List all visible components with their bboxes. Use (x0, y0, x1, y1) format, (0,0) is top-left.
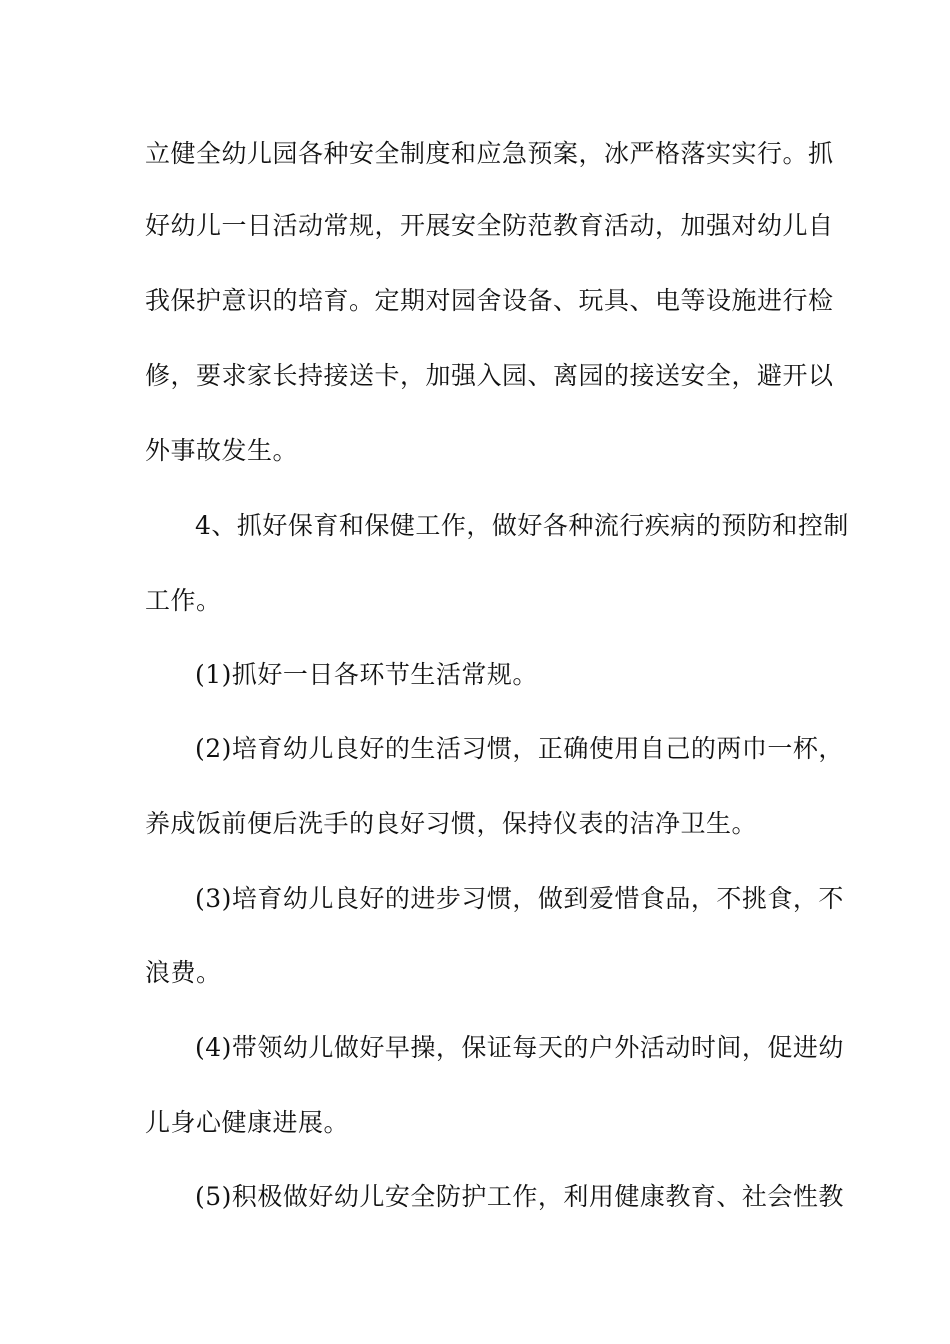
text-line: 4、抓好保育和保健工作，做好各种流行疾病的预防和控制 (195, 511, 849, 540)
text-line: (4)带领幼儿做好早操，保证每天的户外活动时间，促进幼 (195, 1033, 844, 1062)
text-line: 外事故发生。 (145, 436, 299, 465)
text-line: 修，要求家长持接送卡，加强入园、离园的接送安全，避开以 (145, 361, 834, 390)
text-line: (2)培育幼儿良好的生活习惯，正确使用自己的两巾一杯， (195, 734, 844, 763)
text-line: 浪费。 (145, 958, 222, 987)
text-line: (5)积极做好幼儿安全防护工作，利用健康教育、社会性教 (195, 1182, 844, 1211)
text-line: (3)培育幼儿良好的进步习惯，做到爱惜食品，不挑食，不 (195, 884, 844, 913)
text-line: 儿身心健康进展。 (145, 1108, 350, 1137)
text-line: 好幼儿一日活动常规，开展安全防范教育活动，加强对幼儿自 (145, 211, 834, 240)
text-line: (1)抓好一日各环节生活常规。 (195, 660, 538, 689)
text-line: 我保护意识的培育。定期对园舍设备、玩具、电等设施进行检 (145, 286, 834, 315)
text-line: 养成饭前便后洗手的良好习惯，保持仪表的洁净卫生。 (145, 809, 758, 838)
text-line: 立健全幼儿园各种安全制度和应急预案，冰严格落实实行。抓 (145, 139, 834, 168)
text-line: 工作。 (145, 586, 222, 615)
